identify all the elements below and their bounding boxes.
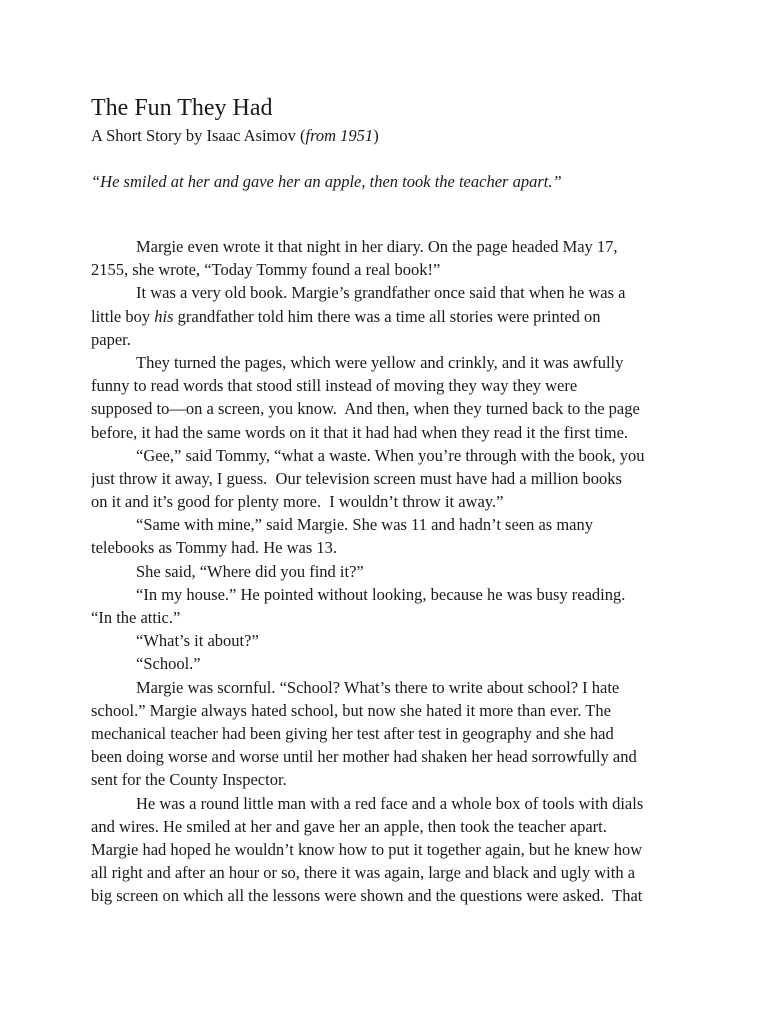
- text-line: on it and it’s good for plenty more. I wouldn’t throw it away.”: [91, 492, 504, 512]
- epigraph-quote: “He smiled at her and gave her an apple, then took the teacher apart.”: [91, 172, 562, 191]
- text-line: before, it had the same words on it that it had had when they read it the first time.: [91, 422, 629, 442]
- text-line: “What’s it about?”: [136, 631, 259, 651]
- text-line: supposed to—on a screen, you know. And then, when they turned back to the page: [91, 399, 640, 419]
- page-title: The Fun They Had: [91, 95, 273, 121]
- text-line: They turned the pages, which were yellow and crinkly, and it was awfully: [136, 352, 624, 372]
- emphasized-word: his: [154, 306, 174, 326]
- text-line: telebooks as Tommy had. He was 13.: [91, 538, 338, 558]
- subtitle-suffix: ): [373, 126, 379, 145]
- text-line: She said, “Where did you find it?”: [136, 561, 364, 581]
- text-line: “In my house.” He pointed without looking, because he was busy reading.: [136, 584, 626, 604]
- text-fragment: little boy: [91, 306, 155, 326]
- text-line: “Same with mine,” said Margie. She was 11 and hadn’t seen as many: [136, 515, 594, 535]
- text-line: funny to read words that stood still instead of moving they way they were: [91, 376, 578, 396]
- subtitle: [91, 125, 691, 147]
- text-line: school.” Margie always hated school, but now she hated it more than ever. The: [91, 700, 611, 720]
- text-line: He was a round little man with a red face and a whole box of tools with dials: [136, 793, 644, 813]
- text-fragment: grandfather told him there was a time all stories were printed on: [173, 306, 601, 326]
- text-line: just throw it away, I guess. Our television screen must have had a million books: [91, 468, 622, 488]
- text-line: “School.”: [136, 654, 201, 674]
- text-line: “In the attic.”: [91, 608, 181, 627]
- text-line: 2155, she wrote, “Today Tommy found a real book!”: [91, 260, 441, 280]
- text-line: been doing worse and worse until her mother had shaken her head sorrowfully and: [91, 747, 637, 767]
- subtitle-date: from 1951: [305, 126, 374, 145]
- text-line: Margie even wrote it that night in her diary. On the page headed May 17,: [136, 237, 618, 256]
- text-line: sent for the County Inspector.: [91, 770, 287, 790]
- text-line: and wires. He smiled at her and gave her an apple, then took the teacher apart.: [91, 816, 607, 836]
- text-line: Margie had hoped he wouldn’t know how to put it together again, but he knew how: [91, 839, 643, 859]
- story-body: [91, 235, 691, 907]
- document-page: [91, 93, 691, 907]
- text-line: Margie was scornful. “School? What’s there to write about school? I hate: [136, 677, 620, 697]
- subtitle-prefix: A Short Story by Isaac Asimov (: [91, 126, 306, 145]
- text-line: all right and after an hour or so, there it was again, large and black and ugly with a: [91, 863, 636, 883]
- text-line: paper.: [91, 329, 131, 349]
- text-line: “Gee,” said Tommy, “what a waste. When you’re through with the book, you: [136, 445, 645, 465]
- text-line: It was a very old book. Margie’s grandfather once said that when he was a: [136, 283, 626, 303]
- text-line: [91, 305, 691, 328]
- text-line: mechanical teacher had been giving her test after test in geography and she had: [91, 723, 614, 743]
- text-line: big screen on which all the lessons were shown and the questions were asked. That: [91, 886, 643, 906]
